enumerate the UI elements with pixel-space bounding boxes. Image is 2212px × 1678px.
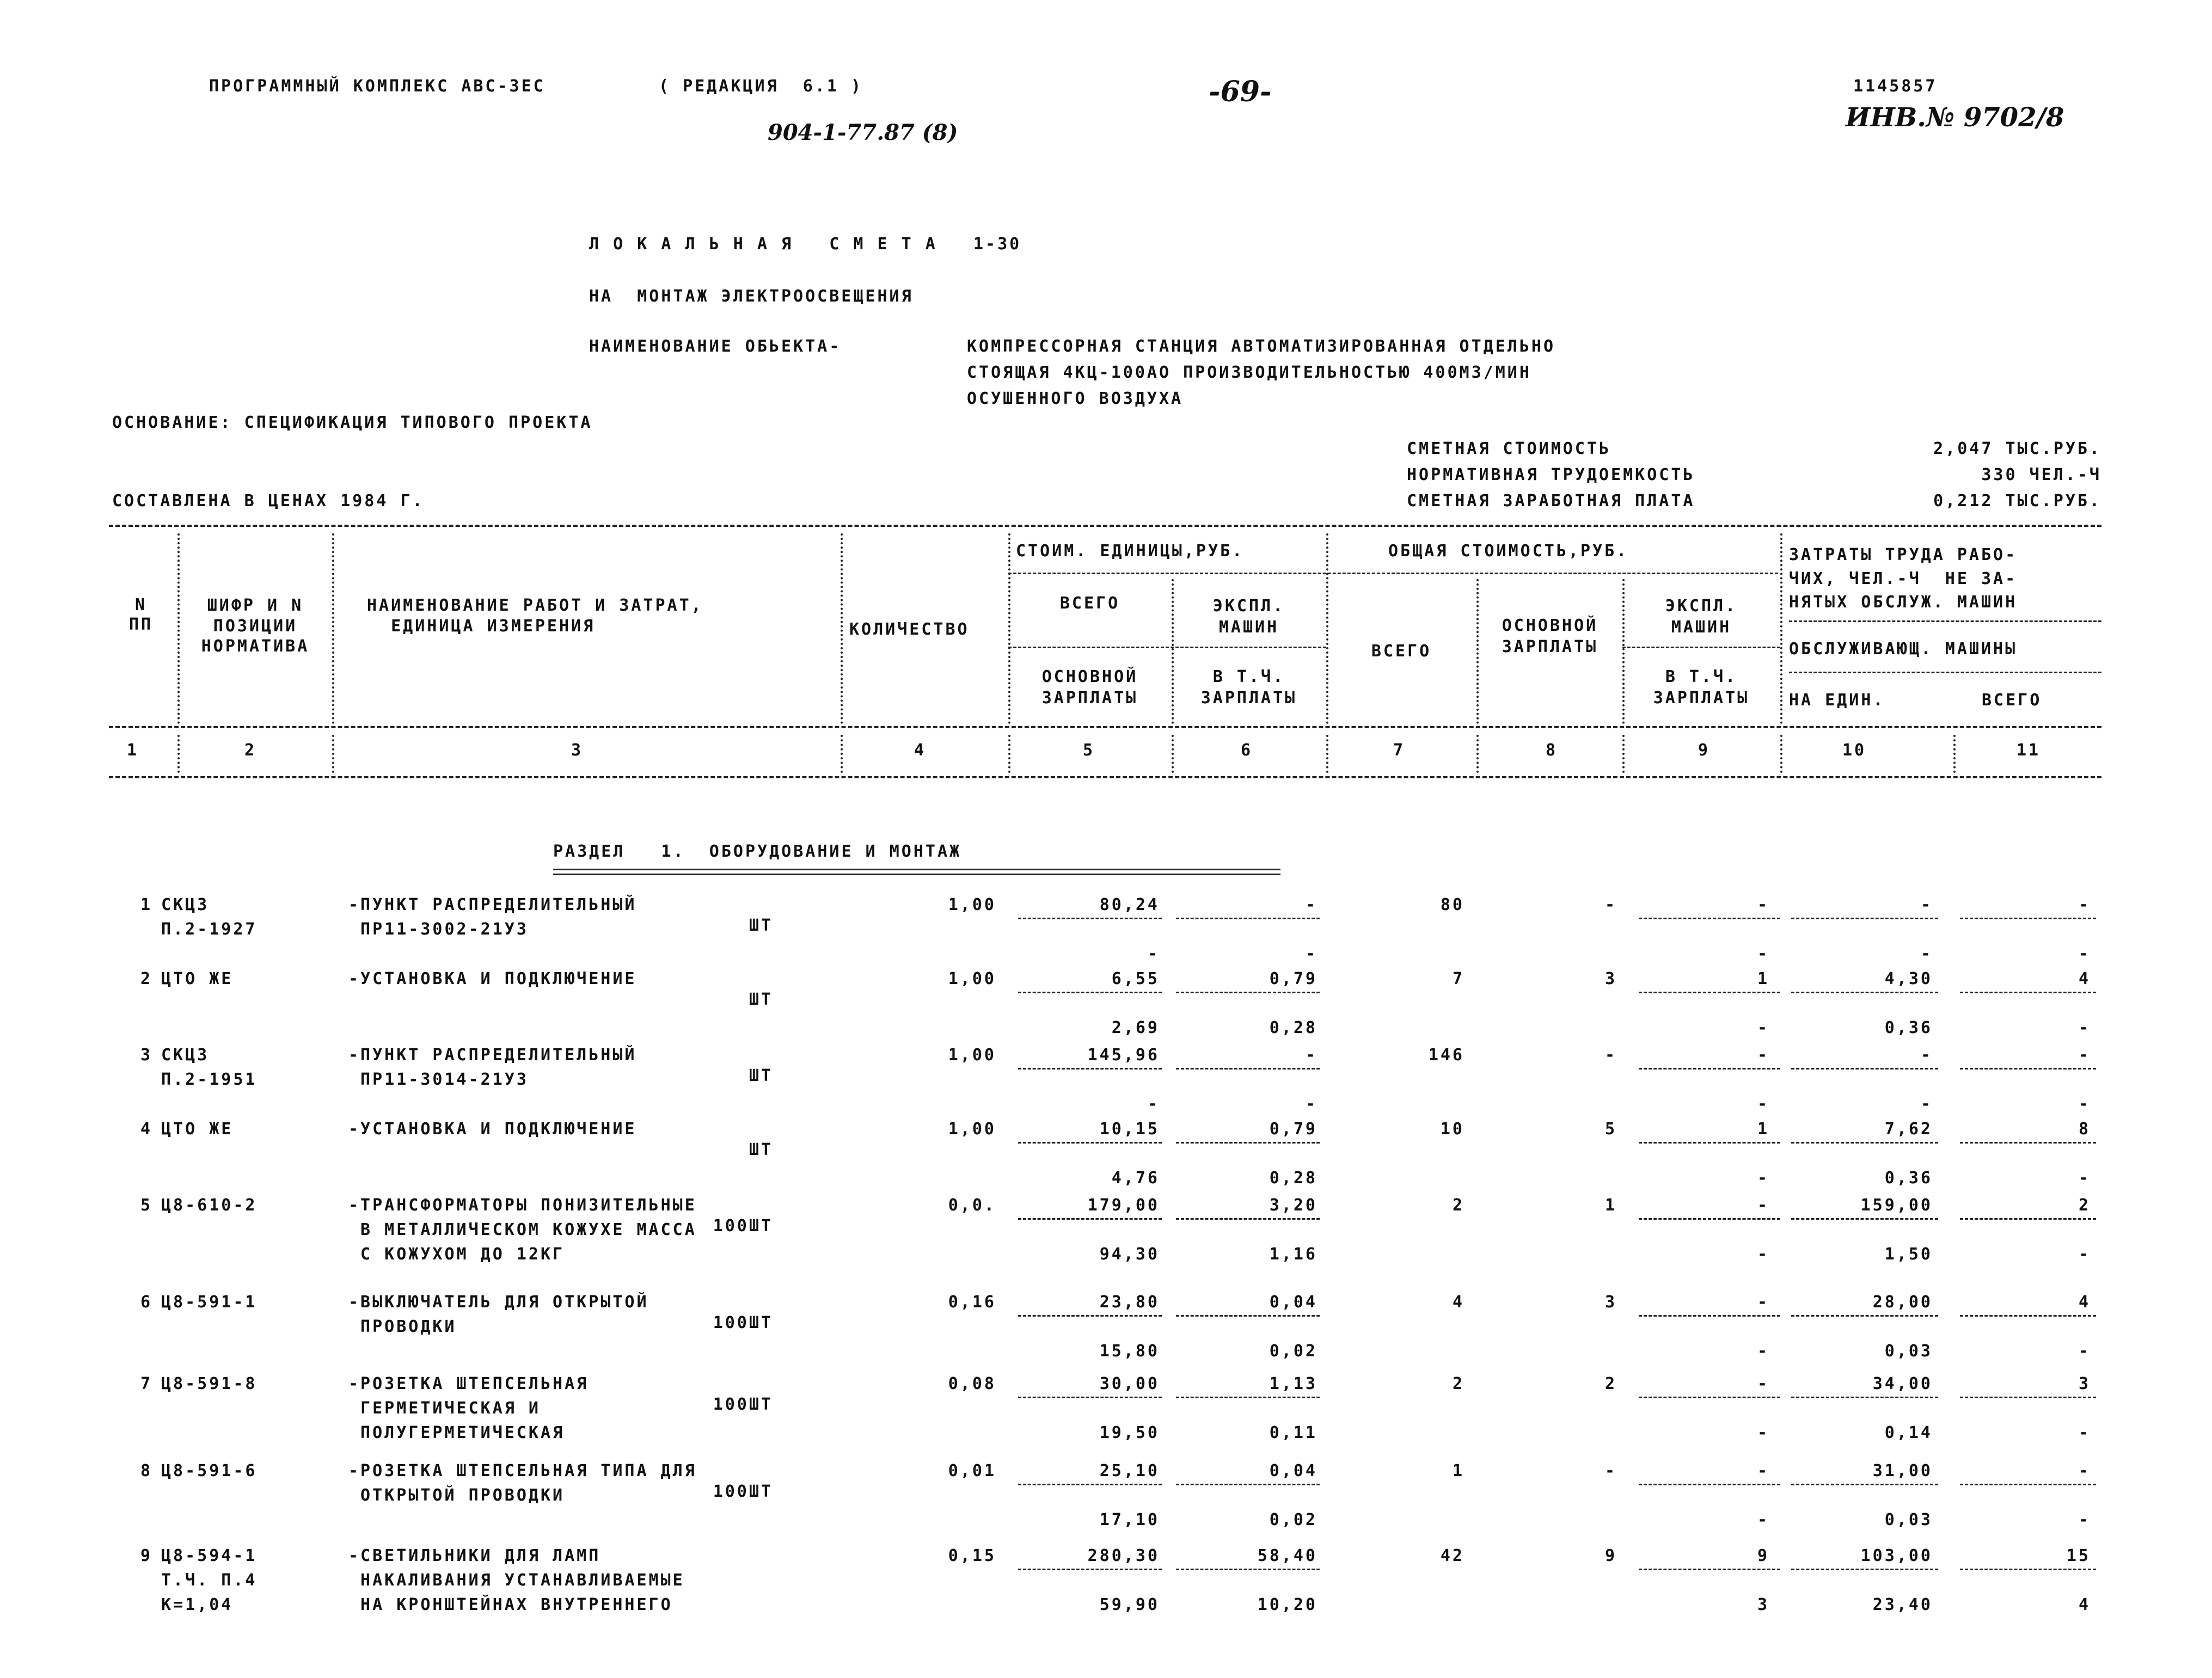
row-unit-cost-total: 80,24 <box>1099 895 1160 914</box>
row-unit-base-wage: 15,80 <box>1099 1342 1160 1361</box>
row-labor-service-unit: 0,03 <box>1884 1342 1933 1361</box>
row-unit: ШТ <box>749 990 773 1009</box>
col-header-total-cost-all: ВСЕГО <box>1371 642 1432 661</box>
row-unit-base-wage: 17,10 <box>1099 1510 1160 1529</box>
header-top-rule <box>109 525 2101 527</box>
cell-divider <box>1176 1315 1320 1317</box>
row-unit-incl-wage: 1,16 <box>1269 1245 1318 1264</box>
estimated-cost-label: СМЕТНАЯ СТОИМОСТЬ <box>1407 439 1611 458</box>
cell-divider <box>1018 1068 1162 1070</box>
row-total-cost: 10 <box>1440 1120 1465 1139</box>
row-labor-service-total: - <box>2078 1169 2091 1188</box>
column-number: 2 <box>244 741 257 760</box>
row-labor-service-total: - <box>2078 944 2091 963</box>
row-unit: 100ШТ <box>713 1216 773 1236</box>
row-total-base-wage: 1 <box>1604 1196 1617 1215</box>
row-unit: ШТ <box>749 1140 773 1159</box>
row-unit-cost-machines: 0,79 <box>1269 1120 1318 1139</box>
row-quantity: 1,00 <box>948 895 996 914</box>
col-separator <box>1953 735 1956 773</box>
column-number: 8 <box>1545 741 1558 760</box>
row-code: Ц8-591-1 <box>161 1293 258 1312</box>
row-unit-incl-wage: 0,02 <box>1269 1342 1318 1361</box>
column-number: 10 <box>1842 741 1867 760</box>
row-code: Ц8-591-6 <box>161 1461 258 1480</box>
row-total-cost: 146 <box>1428 1046 1465 1065</box>
row-labor-service-unit: 0,03 <box>1884 1510 1933 1529</box>
row-unit-cost-total: 23,80 <box>1099 1293 1160 1312</box>
row-labor-total: 3 <box>2078 1374 2091 1393</box>
row-total-base-wage: 9 <box>1604 1546 1617 1565</box>
row-total-machines: - <box>1757 1046 1769 1065</box>
row-labor-service-unit: 0,36 <box>1884 1169 1933 1188</box>
row-quantity: 1,00 <box>948 1046 996 1065</box>
col-header-unit-cost-incl-wage: В Т.Ч. ЗАРПЛАТЫ <box>1200 667 1297 708</box>
row-labor-service-unit: 23,40 <box>1872 1595 1933 1614</box>
row-labor-total: 8 <box>2078 1120 2091 1139</box>
col-header-labor-service: ОБСЛУЖИВАЮЩ. МАШИНЫ <box>1789 640 2018 659</box>
object-label: НАИМЕНОВАНИЕ ОБЬЕКТА- <box>589 337 842 356</box>
col-separator <box>1780 533 1782 724</box>
col-separator <box>1326 533 1328 724</box>
row-quantity: 1,00 <box>948 969 996 988</box>
row-total-base-wage: - <box>1604 895 1617 914</box>
row-name: -ПУНКТ РАСПРЕДЕЛИТЕЛЬНЫЙ ПР11-3014-21УЗ <box>348 1046 637 1089</box>
col-header-total-cost-incl-wage: В Т.Ч. ЗАРПЛАТЫ <box>1653 667 1750 708</box>
row-quantity: 1,00 <box>948 1120 996 1139</box>
row-unit-base-wage: - <box>1147 1095 1160 1114</box>
row-total-base-wage: 3 <box>1604 1293 1617 1312</box>
col-header-name: НАИМЕНОВАНИЕ РАБОТ И ЗАТРАТ, ЕДИНИЦА ИЗМЕРЕНИЯ <box>367 596 703 636</box>
cell-divider <box>1960 1218 2096 1220</box>
page-number: -69- <box>1209 75 1272 108</box>
row-quantity: 0,01 <box>948 1461 996 1480</box>
row-unit-cost-total: 6,55 <box>1111 969 1160 988</box>
cell-divider <box>1960 1569 2096 1570</box>
row-labor-total: - <box>2078 1461 2091 1480</box>
section-title-underline <box>553 869 1280 875</box>
col-header-quantity: КОЛИЧЕСТВО <box>849 620 970 639</box>
row-total-base-wage: 2 <box>1604 1374 1617 1393</box>
col-separator <box>841 735 843 773</box>
row-total-incl-wage: - <box>1757 1018 1769 1037</box>
row-code: СКЦЗ П.2-1951 <box>161 1046 258 1089</box>
col-header-unit-cost-total: ВСЕГО <box>1059 594 1120 613</box>
row-quantity: 0,15 <box>948 1546 996 1565</box>
row-labor-service-unit: 1,50 <box>1884 1245 1933 1264</box>
row-labor-total: 4 <box>2078 969 2091 988</box>
row-labor-service-total: - <box>2078 1245 2091 1264</box>
cell-divider <box>1639 918 1780 919</box>
row-total-incl-wage: - <box>1757 1342 1769 1361</box>
col-header-unit-cost-machines: ЭКСПЛ. МАШИН <box>1212 597 1285 637</box>
estimated-cost-value: 2,047 ТЫС.РУБ. <box>1933 439 2101 458</box>
cell-divider <box>1960 1484 2096 1485</box>
row-unit-cost-machines: 0,79 <box>1269 969 1318 988</box>
section-title: РАЗДЕЛ 1. ОБОРУДОВАНИЕ И МОНТАЖ <box>553 842 962 861</box>
row-quantity: 0,08 <box>948 1374 996 1393</box>
document-subtitle: НА МОНТАЖ ЭЛЕКТРООСВЕЩЕНИЯ <box>589 287 914 306</box>
row-labor-service-total: - <box>2078 1423 2091 1442</box>
document-title: Л О К А Л Ь Н А Я С М Е Т А 1-30 <box>589 235 1022 254</box>
row-total-cost: 2 <box>1452 1196 1465 1215</box>
row-labor-unit: 7,62 <box>1884 1120 1933 1139</box>
cell-divider <box>1791 1068 1938 1070</box>
col-separator <box>1172 735 1174 773</box>
row-number: 8 <box>140 1461 152 1480</box>
row-labor-unit: 34,00 <box>1872 1374 1933 1393</box>
cell-divider <box>1018 918 1162 919</box>
cell-divider <box>1960 1315 2096 1317</box>
row-unit-cost-machines: 0,04 <box>1269 1461 1318 1480</box>
row-number: 1 <box>140 895 152 914</box>
row-total-machines: 1 <box>1757 969 1769 988</box>
column-number: 4 <box>914 741 927 760</box>
row-labor-total: - <box>2078 1046 2091 1065</box>
estimated-wage-label: СМЕТНАЯ ЗАРАБОТНАЯ ПЛАТА <box>1407 491 1695 511</box>
row-labor-service-total: - <box>2078 1510 2091 1529</box>
cell-divider <box>1018 992 1162 993</box>
row-labor-total: 2 <box>2078 1196 2091 1215</box>
program-name: ПРОГРАММНЫЙ КОМПЛЕКС АВС-3ЕС <box>209 77 546 96</box>
cell-divider <box>1176 1142 1320 1144</box>
cell-divider <box>1176 1068 1320 1070</box>
col-header-labor-total: ВСЕГО <box>1982 691 2042 710</box>
row-total-machines: - <box>1757 1461 1769 1480</box>
row-total-base-wage: 5 <box>1604 1120 1617 1139</box>
cell-divider <box>1791 992 1938 993</box>
header-sub-rule-3 <box>1622 647 1780 648</box>
cell-divider <box>1639 1068 1780 1070</box>
cell-divider <box>1791 1397 1938 1398</box>
row-name: -РОЗЕТКА ШТЕПСЕЛЬНАЯ ТИПА ДЛЯ ОТКРЫТОЙ ПРОВОДКИ <box>348 1461 697 1505</box>
row-labor-unit: 4,30 <box>1884 969 1933 988</box>
row-total-cost: 80 <box>1440 895 1465 914</box>
cell-divider <box>1960 1397 2096 1398</box>
archive-number: 1145857 <box>1853 77 1938 96</box>
inventory-number: ИНВ.№ 9702/8 <box>1846 102 2064 133</box>
row-number: 5 <box>140 1196 152 1215</box>
cell-divider <box>1176 1569 1320 1570</box>
row-unit-base-wage: 59,90 <box>1099 1595 1160 1614</box>
row-unit: 100ШТ <box>713 1482 773 1501</box>
row-labor-unit: 28,00 <box>1872 1293 1933 1312</box>
row-unit-incl-wage: 0,02 <box>1269 1510 1318 1529</box>
cell-divider <box>1639 1397 1780 1398</box>
estimated-wage-value: 0,212 ТЫС.РУБ. <box>1933 491 2101 511</box>
col-separator <box>1622 735 1625 773</box>
header-mid-rule <box>109 726 2101 728</box>
row-code: Ц8-591-8 <box>161 1374 258 1393</box>
cell-divider <box>1018 1218 1162 1220</box>
row-unit-incl-wage: 0,28 <box>1269 1169 1318 1188</box>
cell-divider <box>1018 1569 1162 1570</box>
row-number: 4 <box>140 1120 152 1139</box>
row-name: -ПУНКТ РАСПРЕДЕЛИТЕЛЬНЫЙ ПР11-3002-21УЗ <box>348 895 637 939</box>
row-labor-service-total: - <box>2078 1342 2091 1361</box>
row-unit-cost-total: 25,10 <box>1099 1461 1160 1480</box>
col-separator <box>332 735 334 773</box>
row-code: СКЦЗ П.2-1927 <box>161 895 258 939</box>
cell-divider <box>1018 1484 1162 1485</box>
cell-divider <box>1018 1315 1162 1317</box>
col-header-number: N ПП <box>128 595 154 634</box>
row-total-machines: 1 <box>1757 1120 1769 1139</box>
row-labor-total: 4 <box>2078 1293 2091 1312</box>
object-name-line1: КОМПРЕССОРНАЯ СТАНЦИЯ АВТОМАТИЗИРОВАННАЯ ОТДЕЛЬНО <box>967 337 1556 356</box>
column-number: 7 <box>1393 741 1406 760</box>
cell-divider <box>1018 1142 1162 1144</box>
row-labor-service-total: - <box>2078 1018 2091 1037</box>
labor-intensity-value: 330 ЧЕЛ.-Ч <box>1981 465 2101 484</box>
row-total-machines: - <box>1757 1293 1769 1312</box>
row-total-cost: 4 <box>1452 1293 1465 1312</box>
document-code: 904-1-77.87 (8) <box>768 120 958 145</box>
row-total-cost: 1 <box>1452 1461 1465 1480</box>
price-level-text: СОСТАВЛЕНА В ЦЕНАХ 1984 Г. <box>112 491 425 511</box>
column-number: 9 <box>1698 741 1711 760</box>
cell-divider <box>1639 992 1780 993</box>
column-number: 6 <box>1240 741 1253 760</box>
program-edition: ( РЕДАКЦИЯ 6.1 ) <box>659 77 863 96</box>
row-number: 7 <box>140 1374 152 1393</box>
row-total-base-wage: 3 <box>1604 969 1617 988</box>
cell-divider <box>1960 918 2096 919</box>
row-unit-base-wage: 94,30 <box>1099 1245 1160 1264</box>
row-unit-cost-machines: 58,40 <box>1257 1546 1318 1565</box>
row-unit-base-wage: - <box>1147 944 1160 963</box>
row-total-incl-wage: - <box>1757 1423 1769 1442</box>
row-number: 2 <box>140 969 152 988</box>
column-number: 3 <box>571 741 584 760</box>
col-separator <box>177 735 180 773</box>
row-unit-cost-total: 280,30 <box>1087 1546 1160 1565</box>
cell-divider <box>1791 1315 1938 1317</box>
col-separator <box>1008 735 1010 773</box>
row-number: 6 <box>140 1293 152 1312</box>
object-name-line2: СТОЯЩАЯ 4КЦ-100АО ПРОИЗВОДИТЕЛЬНОСТЬЮ 400М3/МИН <box>967 363 1531 382</box>
row-unit-base-wage: 4,76 <box>1111 1169 1160 1188</box>
row-total-machines: - <box>1757 1196 1769 1215</box>
row-unit-cost-total: 10,15 <box>1099 1120 1160 1139</box>
row-total-machines: - <box>1757 1374 1769 1393</box>
row-total-machines: 9 <box>1757 1546 1769 1565</box>
row-unit-incl-wage: 0,28 <box>1269 1018 1318 1037</box>
row-unit-cost-total: 179,00 <box>1087 1196 1160 1215</box>
row-unit-incl-wage: 0,11 <box>1269 1423 1318 1442</box>
row-unit-cost-machines: - <box>1305 895 1318 914</box>
row-total-incl-wage: - <box>1757 1510 1769 1529</box>
cell-divider <box>1176 918 1320 919</box>
labor-intensity-label: НОРМАТИВНАЯ ТРУДОЕМКОСТЬ <box>1407 465 1695 484</box>
cell-divider <box>1791 1142 1938 1144</box>
row-labor-total: - <box>2078 895 2091 914</box>
col-header-total-cost-machines: ЭКСПЛ. МАШИН <box>1665 597 1738 637</box>
col-header-labor-unit: НА ЕДИН. <box>1789 691 1885 710</box>
cell-divider <box>1639 1569 1780 1570</box>
cell-divider <box>1791 918 1938 919</box>
row-unit-base-wage: 2,69 <box>1111 1018 1160 1037</box>
row-unit: ШТ <box>749 916 773 935</box>
row-total-cost: 2 <box>1452 1374 1465 1393</box>
row-name: -ВЫКЛЮЧАТЕЛЬ ДЛЯ ОТКРЫТОЙ ПРОВОДКИ <box>348 1293 649 1336</box>
row-total-incl-wage: - <box>1757 1169 1769 1188</box>
row-code: Ц8-610-2 <box>161 1196 258 1215</box>
col-header-unit-cost: СТОИМ. ЕДИНИЦЫ,РУБ. <box>1016 542 1245 561</box>
row-name: -УСТАНОВКА И ПОДКЛЮЧЕНИЕ <box>348 969 637 988</box>
row-quantity: 0,16 <box>948 1293 996 1312</box>
col-header-code: ШИФР И N ПОЗИЦИИ НОРМАТИВА <box>201 596 310 656</box>
col-header-total-cost: ОБЩАЯ СТОИМОСТЬ,РУБ. <box>1388 542 1629 561</box>
row-labor-service-unit: - <box>1920 1095 1933 1114</box>
row-unit-incl-wage: - <box>1305 1095 1318 1114</box>
row-total-machines: - <box>1757 895 1769 914</box>
row-labor-unit: 31,00 <box>1872 1461 1933 1480</box>
cell-divider <box>1960 992 2096 993</box>
row-name: -ТРАНСФОРМАТОРЫ ПОНИЗИТЕЛЬНЫЕ В МЕТАЛЛИЧЕСКОМ КОЖУХЕ МАССА С КОЖУХОМ ДО 12КГ <box>348 1196 697 1264</box>
row-labor-total: 15 <box>2066 1546 2091 1565</box>
row-unit-incl-wage: - <box>1305 944 1318 963</box>
column-number: 11 <box>2016 741 2041 760</box>
row-labor-service-unit: - <box>1920 944 1933 963</box>
row-labor-unit: 103,00 <box>1860 1546 1933 1565</box>
cell-divider <box>1960 1068 2096 1070</box>
row-code: ЦТО ЖЕ <box>161 969 234 988</box>
cell-divider <box>1176 1484 1320 1485</box>
col-separator <box>1476 735 1479 773</box>
cell-divider <box>1176 992 1320 993</box>
row-total-cost: 42 <box>1440 1546 1465 1565</box>
col-header-labor: ЗАТРАТЫ ТРУДА РАБО- ЧИХ, ЧЕЛ.-Ч НЕ ЗА- НЯТЫХ ОБСЛУЖ. МАШИН <box>1789 545 2018 612</box>
row-unit-cost-machines: 1,13 <box>1269 1374 1318 1393</box>
row-unit-incl-wage: 10,20 <box>1257 1595 1318 1614</box>
cell-divider <box>1791 1218 1938 1220</box>
col-header-unit-cost-base-wage: ОСНОВНОЙ ЗАРПЛАТЫ <box>1041 667 1138 708</box>
cell-divider <box>1639 1142 1780 1144</box>
cell-divider <box>1639 1315 1780 1317</box>
cell-divider <box>1018 1397 1162 1398</box>
col-separator <box>1326 735 1328 773</box>
row-name: -УСТАНОВКА И ПОДКЛЮЧЕНИЕ <box>348 1120 637 1139</box>
row-number: 9 <box>140 1546 152 1565</box>
row-unit: ШТ <box>749 1066 773 1085</box>
row-unit-cost-machines: - <box>1305 1046 1318 1065</box>
row-total-cost: 7 <box>1452 969 1465 988</box>
row-labor-service-total: - <box>2078 1095 2091 1114</box>
row-name: -РОЗЕТКА ШТЕПСЕЛЬНАЯ ГЕРМЕТИЧЕСКАЯ И ПОЛУГЕРМЕТИЧЕСКАЯ <box>348 1374 589 1442</box>
row-labor-unit: 159,00 <box>1860 1196 1933 1215</box>
row-total-incl-wage: 3 <box>1757 1595 1769 1614</box>
cell-divider <box>1639 1218 1780 1220</box>
col-separator <box>1780 735 1782 773</box>
header-sub-rule-2 <box>1008 647 1326 648</box>
row-total-incl-wage: - <box>1757 1245 1769 1264</box>
row-name: -СВЕТИЛЬНИКИ ДЛЯ ЛАМП НАКАЛИВАНИЯ УСТАНАВЛИВАЕМЫЕ НА КРОНШТЕЙНАХ ВНУТРЕННЕГО <box>348 1546 685 1614</box>
cell-divider <box>1791 1484 1938 1485</box>
row-labor-unit: - <box>1920 895 1933 914</box>
header-bottom-rule <box>109 776 2101 778</box>
row-unit-cost-machines: 3,20 <box>1269 1196 1318 1215</box>
row-unit-cost-machines: 0,04 <box>1269 1293 1318 1312</box>
row-total-base-wage: - <box>1604 1046 1617 1065</box>
cell-divider <box>1176 1397 1320 1398</box>
header-sub-rule-4 <box>1789 620 2101 622</box>
row-code: Ц8-594-1 Т.Ч. П.4 К=1,04 <box>161 1546 258 1614</box>
row-number: 3 <box>140 1046 152 1065</box>
row-total-base-wage: - <box>1604 1461 1617 1480</box>
row-unit-cost-total: 145,96 <box>1087 1046 1160 1065</box>
header-sub-rule-1 <box>1008 573 1778 574</box>
cell-divider <box>1791 1569 1938 1570</box>
row-unit-base-wage: 19,50 <box>1099 1423 1160 1442</box>
column-number: 5 <box>1082 741 1095 760</box>
row-unit: 100ШТ <box>713 1313 773 1332</box>
column-number: 1 <box>126 741 139 760</box>
cell-divider <box>1176 1218 1320 1220</box>
row-labor-unit: - <box>1920 1046 1933 1065</box>
col-separator <box>332 533 334 724</box>
row-labor-service-unit: 0,36 <box>1884 1018 1933 1037</box>
col-header-total-cost-base-wage: ОСНОВНОЙ ЗАРПЛАТЫ <box>1502 616 1598 656</box>
row-unit-cost-total: 30,00 <box>1099 1374 1160 1393</box>
cell-divider <box>1960 1142 2096 1144</box>
row-total-incl-wage: - <box>1757 944 1769 963</box>
row-code: ЦТО ЖЕ <box>161 1120 234 1139</box>
col-separator <box>841 533 843 724</box>
row-labor-service-unit: 0,14 <box>1884 1423 1933 1442</box>
header-sub-rule-5 <box>1789 672 2101 673</box>
row-labor-service-total: 4 <box>2078 1595 2091 1614</box>
row-quantity: 0,0. <box>948 1196 996 1215</box>
basis-text: ОСНОВАНИЕ: СПЕЦИФИКАЦИЯ ТИПОВОГО ПРОЕКТА <box>112 413 593 432</box>
row-unit: 100ШТ <box>713 1395 773 1414</box>
row-total-incl-wage: - <box>1757 1095 1769 1114</box>
object-name-line3: ОСУШЕННОГО ВОЗДУХА <box>967 389 1184 408</box>
cell-divider <box>1639 1484 1780 1485</box>
